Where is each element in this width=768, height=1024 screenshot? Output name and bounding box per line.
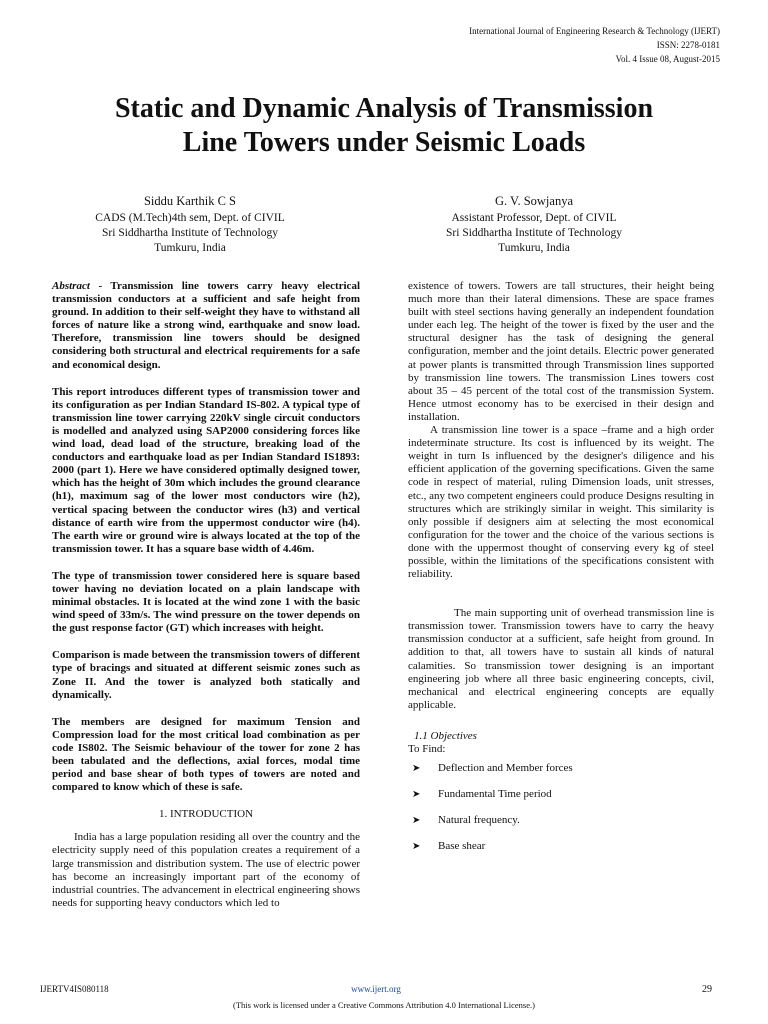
objective-text: Fundamental Time period [438,788,552,801]
author-name: Siddu Karthik C S [143,194,237,208]
page-number: 29 [702,984,712,995]
subsection-heading-objectives: 1.1 Objectives [414,729,477,742]
abstract-label: Abstract [52,280,90,292]
list-item [408,814,714,840]
license-notice: (This work is licensed under a Creative Commons Attribution 4.0 International License.) [233,1000,535,1010]
objectives-list [408,762,714,866]
body-paragraph-2: A transmission line tower is a space –frame and a high order indeterminate structure. Its cost is influenced by its weight. The weight in turn Is influenced by the designer's diligence and his efficient application of the governing specifications. Given the same code in respect of material, ruling Dimension loads, unit stresses, etc., any two competent engineers could produce Designs resulting in structures which are strikingly similar in weight. This similarity is only possible if designers aim at selecting the most economical configuration for the tower and the choice of the various sections is done with the uppermost thought of conserving every kg of steel possible, within the limitations of the specifications consistent with reliability. [408,424,714,581]
author-location: Tumkuru, India [154,242,226,254]
paper-id: IJERTV4IS080118 [40,984,109,994]
abstract-paragraph-1 [52,280,360,372]
abstract-paragraph-2: This report introduces different types of transmission tower and its configuration as per Indian Standard IS-802. A typical type of transmission line tower carrying 220kV single circuit conductors is modelled and analyzed using SAP2000 considering forces like wind load, dead load of the structure, breaking load of the conductors and earthquake load as per Indian Standard IS1893: 2000 (part 1). Here we have considered optimally designed tower, which has the height of 30m which includes the ground clearance (h1), maximum sag of the lower most conductors wire (h2), vertical spacing between the conductor wires (h3) and vertical distance of earth wire from the uppermost conductor wire (h4). The earth wire or ground wire is always located at the top of the transmission tower. It has a square base width of 4.46m. [52,385,360,555]
body-paragraph-1: existence of towers. Towers are tall structures, their height being much more than their lateral dimensions. These are space frames built with steel sections having generally an independent foundation under each leg. The height of the tower is fixed by the user and the structural designer has the task of designing the general configuration, member and the joint details. Electric power generated at power plants is transmitted through Transmission lines supported by transmission line towers. The transmission Lines towers cost about 35 – 45 percent of the total cost of the transmission System. Hence utmost economy has to be exercised in their design and installation. [408,280,714,423]
abstract-paragraph-4: Comparison is made between the transmission towers of different type of bracings and situated at different seismic zones such as Zone II. And the tower is analyzed both statically and dynamically. [52,649,360,701]
paper-title [50,92,718,160]
abstract [52,280,360,794]
objective-text: Deflection and Member forces [438,762,573,775]
arrow-right-icon: ➤ [412,789,421,801]
objective-text: Base shear [438,840,486,853]
to-find-label: To Find: [408,743,446,755]
list-item [408,762,714,788]
body-paragraph-3: The main supporting unit of overhead transmission line is transmission tower. Transmission towers have to carry the heavy transmission conductor at a sufficient, safe height from ground. In addition to that, all towers have to sustain all kinds of natural calamities. So transmission tower designing is an important engineering job where all three basic engineering concepts, civil, mechanical and electrical engineering concepts are equally applicable. [408,607,714,711]
author-block-1 [40,194,340,256]
right-column [408,280,714,866]
paper-title-line-1: Static and Dynamic Analysis of Transmission [114,93,654,124]
journal-name: International Journal of Engineering Research & Technology (IJERT) [469,26,720,36]
arrow-right-icon: ➤ [412,841,421,853]
author-location: Tumkuru, India [498,242,570,254]
objective-text: Natural frequency. [438,814,520,827]
arrow-right-icon: ➤ [412,763,421,775]
author-role: CADS (M.Tech)4th sem, Dept. of CIVIL [95,212,285,224]
author-institution: Sri Siddhartha Institute of Technology [102,227,278,239]
abstract-paragraph-5: The members are designed for maximum Tension and Compression load for the most critical load combination as per code IS802. The Seismic behaviour of the tower for zone 2 has been tabulated and the deflections, axial forces, modal time period and base shear of both types of towers are noted and compared to know which of these is safe. [52,715,360,794]
section-heading-introduction: 1. INTRODUCTION [158,808,254,821]
author-role: Assistant Professor, Dept. of CIVIL [451,212,617,224]
left-column [52,280,360,910]
introduction-paragraph: India has a large population residing all over the country and the electricity supply need of this population creates a requirement of a large transmission and distribution system. The use of electric power has become an increasingly important part of the economy of industrial countries. The advancement in electrical engineering shows needs for supporting heavy conductors which led to [52,831,360,909]
paper-title-line-2: Line Towers under Seismic Loads [182,127,586,158]
list-item [408,840,714,866]
author-name: G. V. Sowjanya [494,194,573,208]
abstract-paragraph-3: The type of transmission tower considered here is square based tower having no deviation located on a plain landscape with minimal obstacles. It is located at the wind zone 1 with the basic wind speed of 33m/s. The wind pressure on the tower depends on the gust response factor (GT) which increases with height. [52,569,360,635]
journal-issn: ISSN: 2278-0181 [656,40,720,50]
journal-volume: Vol. 4 Issue 08, August-2015 [615,54,720,64]
author-block-2 [384,194,684,256]
author-institution: Sri Siddhartha Institute of Technology [446,227,622,239]
page-footer [40,984,712,998]
arrow-right-icon: ➤ [412,815,421,827]
journal-url-link[interactable]: www.ijert.org [351,984,401,994]
abstract-text-1: - Transmission line towers carry heavy electrical transmission conductors at a sufficient and safe height from ground. In addition to their self-weight they have to withstand all forces of nature like a strong wind, earthquake and snow load. Therefore, transmission line towers should be designed considering both structural and electrical requirements for a safe and economical design. [52,280,360,371]
journal-header [360,24,720,66]
list-item [408,788,714,814]
